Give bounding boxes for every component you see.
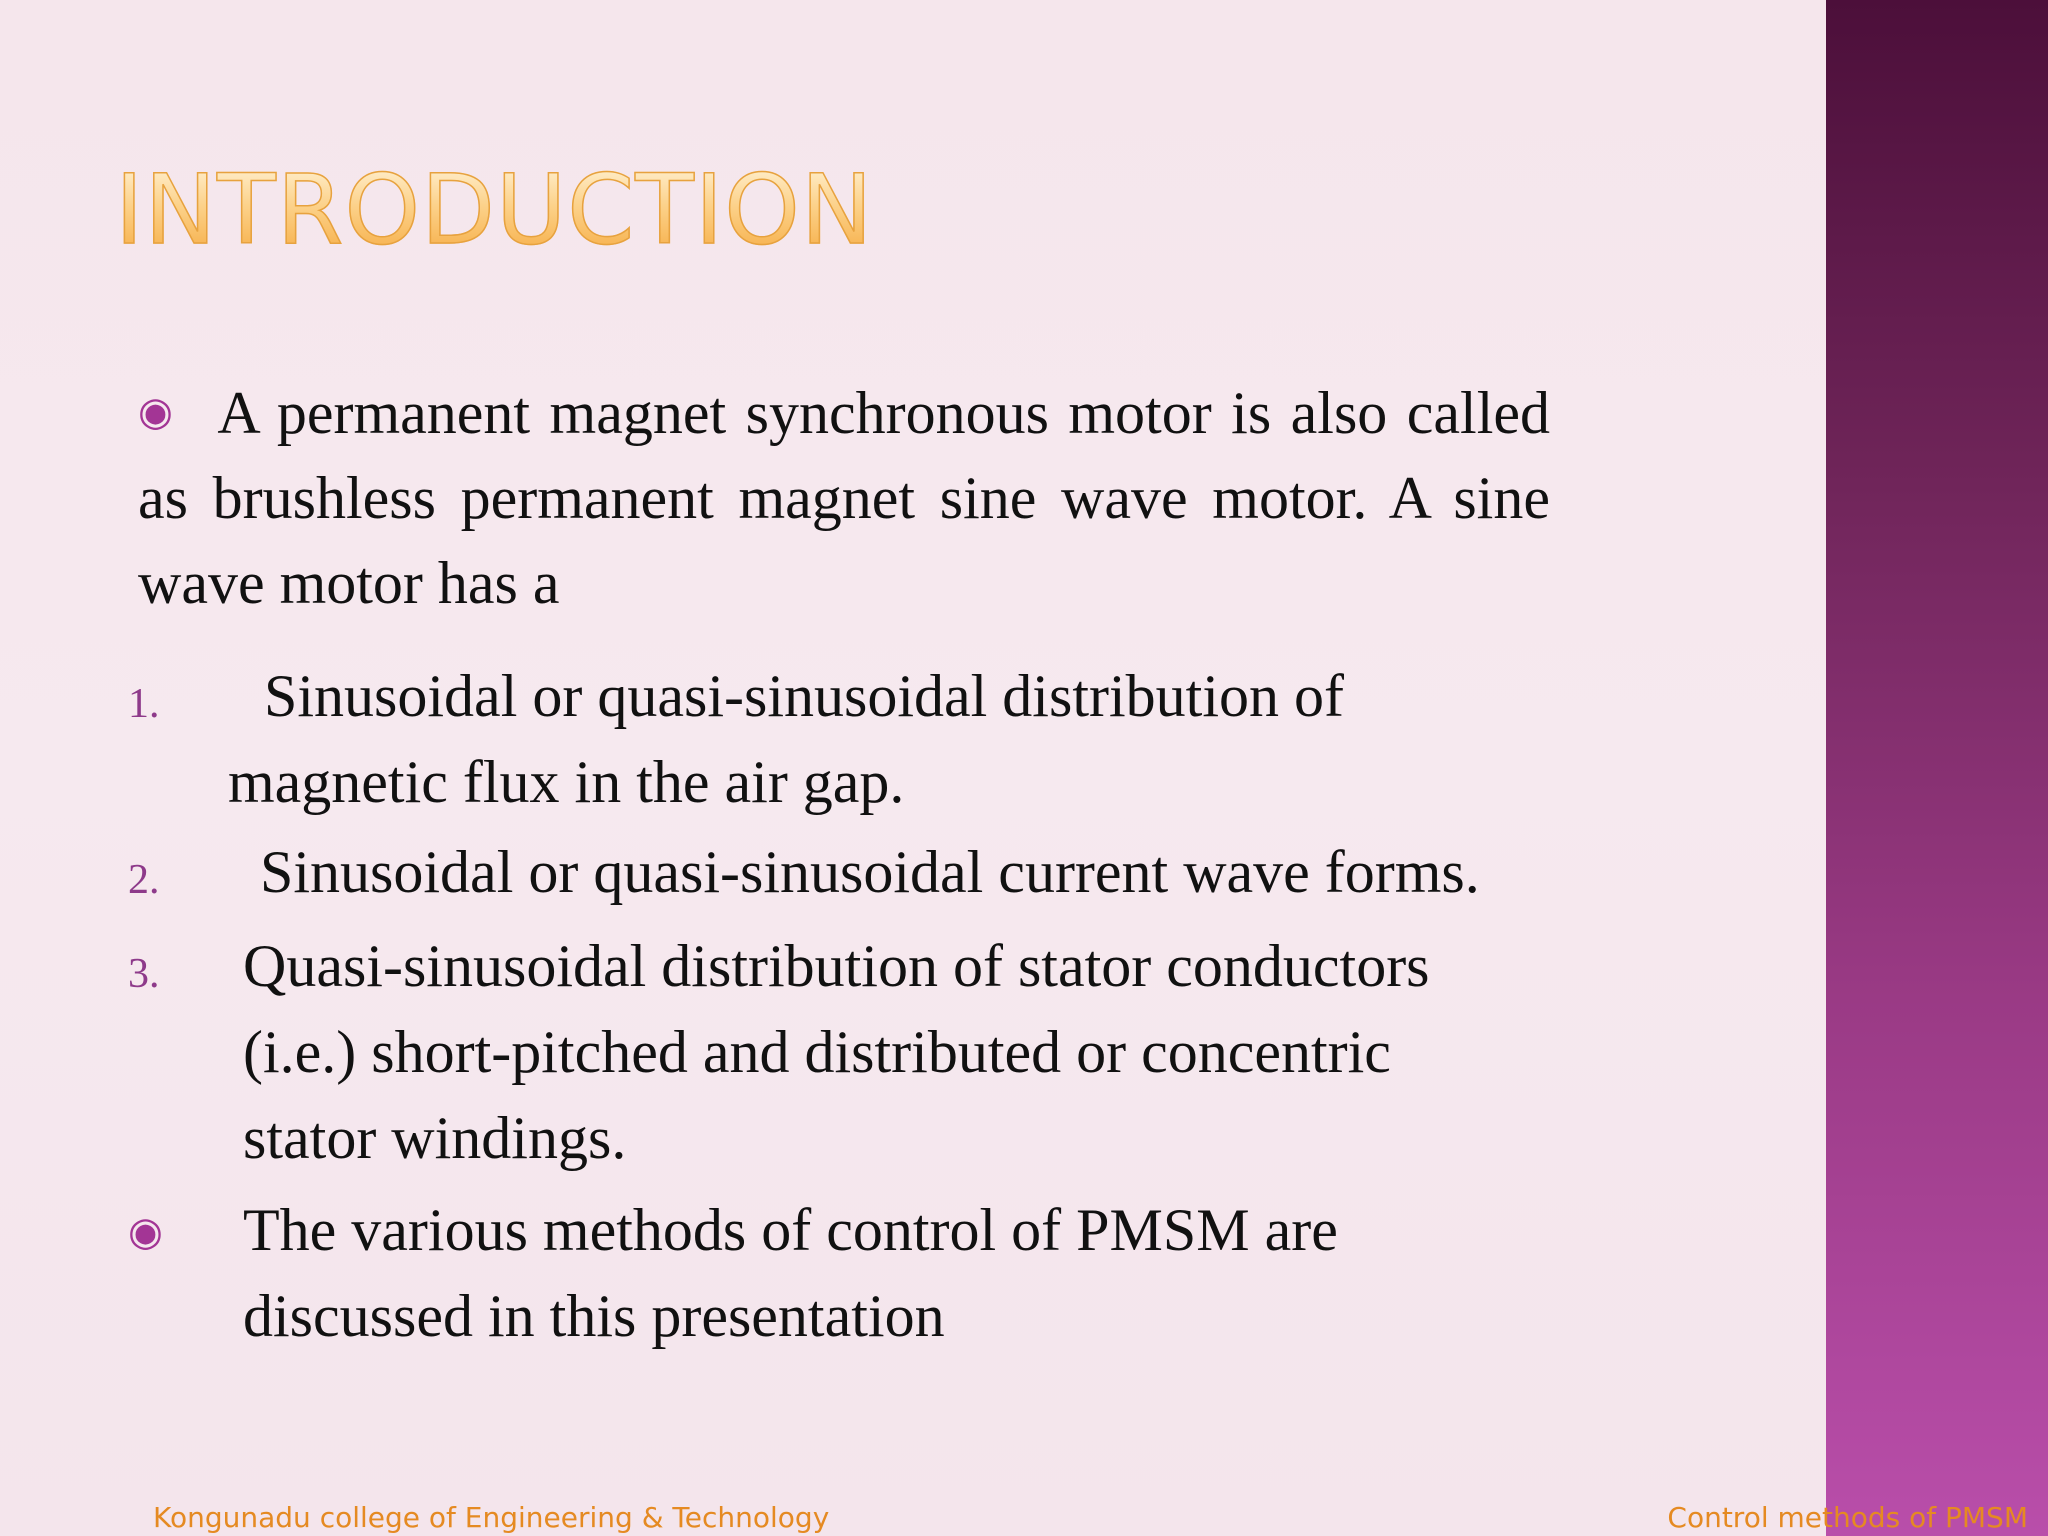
decorative-side-band [1826,0,2048,1536]
list-item-text: Sinusoidal or quasi-sinusoidal current wave forms. [260,839,1480,905]
list-item-text: stator windings. [243,1105,627,1171]
footer-institution: Kongunadu college of Engineering & Technology [153,1501,830,1534]
intro-text: A permanent magnet synchronous motor is also called as brushless permanent magnet sine wave motor. A sine wave motor has a [138,380,1550,616]
list-number: 2. [128,857,160,903]
closing-text: The various methods of control of PMSM are [243,1197,1338,1263]
closing-text: discussed in this presentation [243,1283,945,1349]
footer-topic: Control methods of PMSM [1667,1501,2028,1534]
slide-title: INTRODUCTION [115,154,874,266]
list-item-text: magnetic flux in the air gap. [228,749,905,815]
list-item-text: (i.e.) short-pitched and distributed or concentric [243,1019,1391,1085]
list-number: 1. [128,681,160,727]
list-number: 3. [128,951,160,997]
list-item-text: Sinusoidal or quasi-sinusoidal distribution of [264,663,1344,729]
list-item-text: Quasi-sinusoidal distribution of stator conductors [243,933,1430,999]
intro-paragraph [138,370,1550,626]
bullet-icon: ◉ [128,1209,163,1255]
bullet-icon: ◉ [138,389,178,435]
